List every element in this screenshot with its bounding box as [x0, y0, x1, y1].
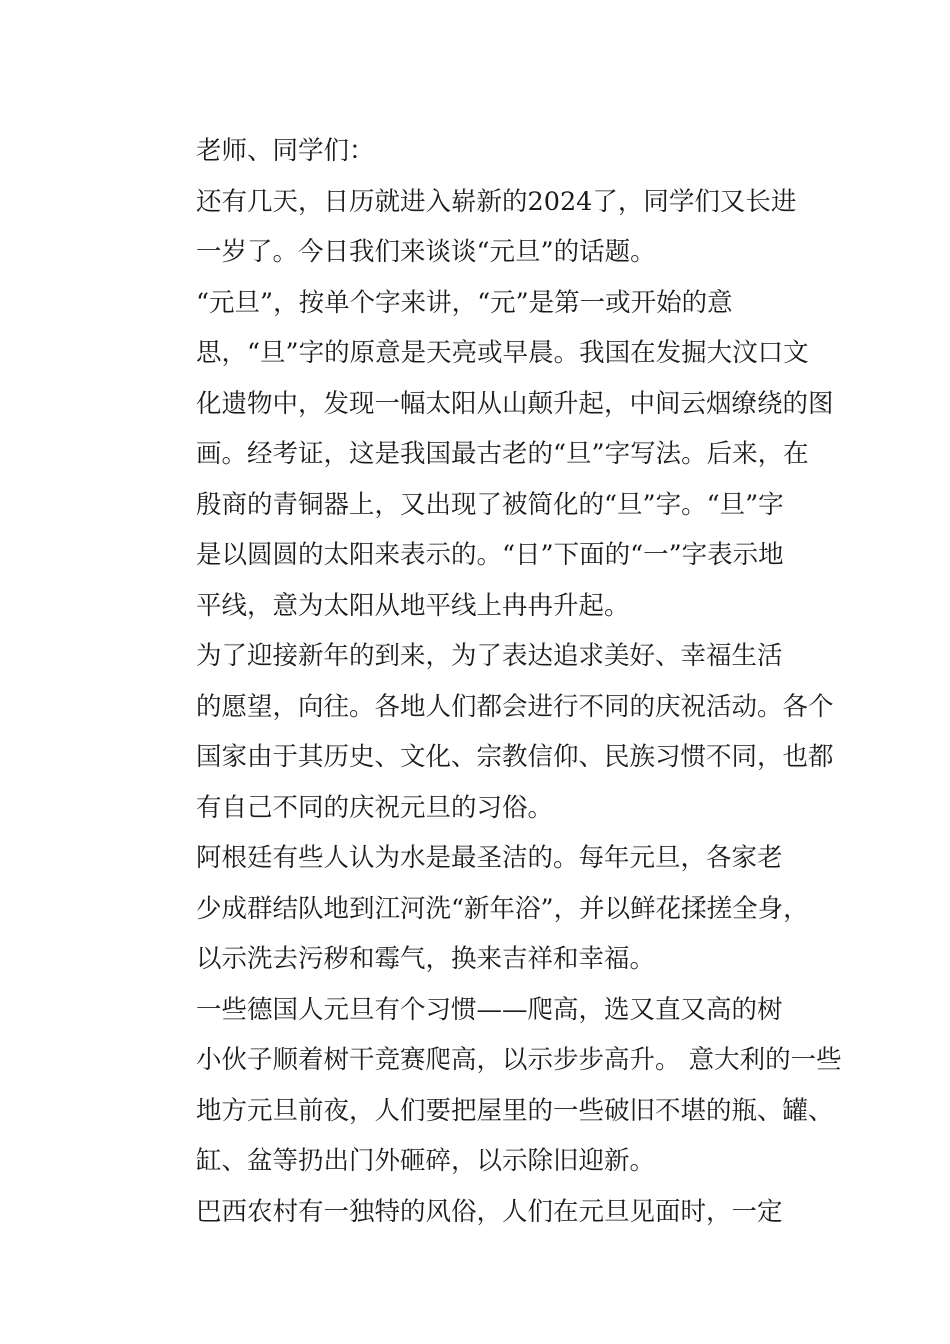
text-line: 还有几天，日历就进入崭新的2024了，同学们又长进 [196, 186, 797, 217]
text-line: 国家由于其历史、文化、宗教信仰、民族习惯不同，也都 [196, 742, 834, 772]
text-line: 化遗物中，发现一幅太阳从山颠升起，中间云烟缭绕的图 [196, 388, 834, 419]
text-line: 一些德国人元旦有个习惯——爬高，选又直又高的树 [196, 994, 783, 1025]
paragraph-germany-italy [145, 985, 842, 1187]
text-line: 阿根廷有些人认为水是最圣洁的。每年元旦，各家老 [196, 843, 783, 873]
text-line: 以示洗去污秽和霉气，换来吉祥和幸福。 [196, 944, 656, 974]
paragraph-intro [145, 177, 809, 278]
text-line: 为了迎接新年的到来，为了表达追求美好、幸福生活 [196, 641, 783, 671]
text-line: 思，“旦”字的原意是天亮或早晨。我国在发掘大汶口文 [196, 338, 809, 368]
text-line: 老师、同学们： [196, 136, 375, 166]
text-line: 有自己不同的庆祝元旦的习俗。 [196, 792, 554, 823]
text-line: 画。经考证，这是我国最古老的“旦”字写法。后来，在 [196, 439, 809, 469]
paragraph-argentina [145, 833, 809, 985]
document-body [145, 126, 842, 1237]
text-line: 缸、盆等扔出门外砸碎，以示除旧迎新。 [196, 1146, 656, 1176]
paragraph-meaning [145, 278, 834, 632]
text-line: 小伙子顺着树干竞赛爬高，以示步步高升。 意大利的一些 [196, 1045, 842, 1075]
text-line: “元旦”，按单个字来讲，“元”是第一或开始的意 [196, 287, 733, 318]
text-line: 地方元旦前夜，人们要把屋里的一些破旧不堪的瓶、罐、 [196, 1095, 834, 1126]
text-line: 是以圆圆的太阳来表示的。“日”下面的“一”字表示地 [196, 540, 784, 570]
text-line: 的愿望，向往。各地人们都会进行不同的庆祝活动。各个 [196, 691, 834, 722]
paragraph-celebration [145, 631, 834, 833]
text-line: 少成群结队地到江河洗“新年浴”，并以鲜花揉搓全身， [196, 893, 809, 924]
text-line: 巴西农村有一独特的风俗，人们在元旦见面时，一定 [196, 1196, 783, 1227]
text-line: 平线，意为太阳从地平线上冉冉升起。 [196, 590, 630, 621]
text-line: 一岁了。今日我们来谈谈“元旦”的话题。 [196, 237, 656, 267]
text-line: 殷商的青铜器上，又出现了被简化的“旦”字。“旦”字 [196, 489, 784, 520]
paragraph-greeting [145, 126, 809, 177]
paragraph-brazil [145, 1187, 809, 1238]
